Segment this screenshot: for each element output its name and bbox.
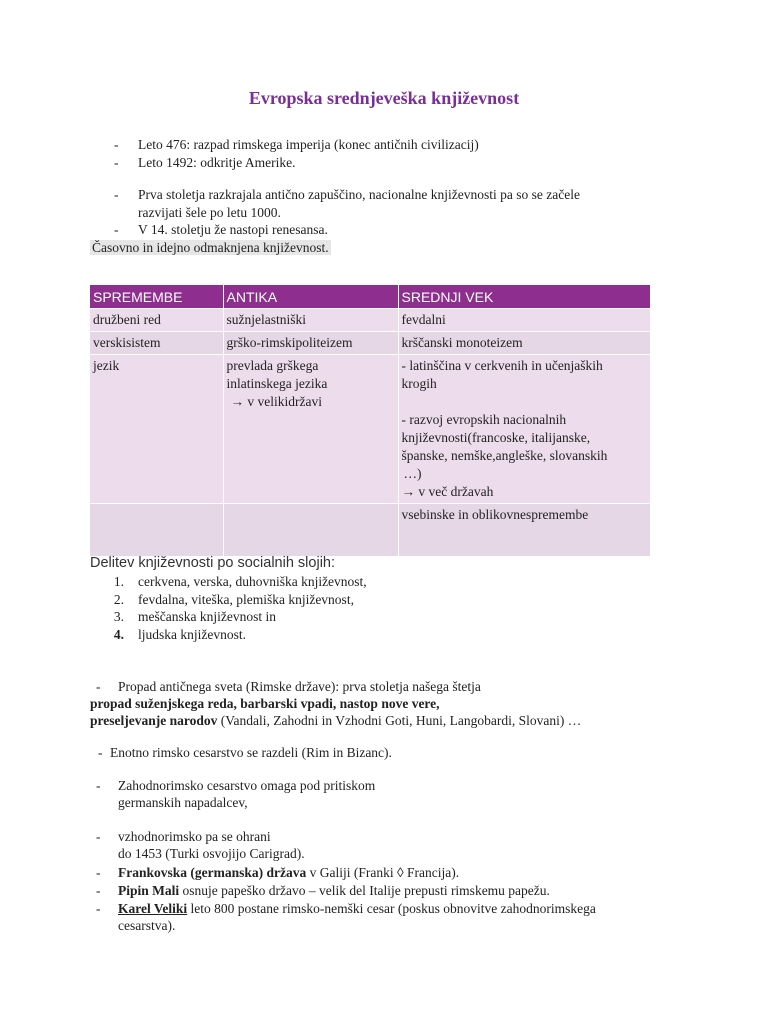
cell-line: …) — [403, 466, 422, 481]
bullet-dash: - — [114, 222, 119, 237]
bullet-dash: - — [96, 778, 101, 793]
table-cell — [223, 504, 398, 556]
table-cell — [398, 355, 650, 504]
table-cell: verskisistem — [90, 332, 223, 355]
list-item: cerkvena, verska, duhovniška književnost, — [138, 574, 367, 589]
history-line — [90, 713, 581, 729]
table-cell: družbeni red — [90, 309, 223, 332]
history-line: vzhodnorimsko pa se ohrani — [118, 829, 271, 844]
bullet-dash: - — [96, 829, 101, 844]
cell-line — [402, 393, 647, 411]
cell-line: → v velikidržavi — [230, 394, 322, 409]
history-text: (Vandali, Zahodni in Vzhodni Goti, Huni, Langobardi, Slovani) … — [217, 713, 582, 728]
cell-line: - latinščina v cerkvenih in učenjaških — [401, 358, 603, 373]
highlight-line: Časovno in idejno odmaknjena književnost. — [92, 240, 329, 255]
table-cell: fevdalni — [398, 309, 650, 332]
intro-bullet: Leto 476: razpad rimskega imperija (konec antičnih civilizacij) — [138, 137, 479, 152]
list-item: ljudska književnost. — [138, 627, 246, 642]
list-number: 3. — [113, 609, 124, 624]
history-line: Enotno rimsko cesarstvo se razdeli (Rim in Bizanc). — [110, 745, 392, 760]
bold-text: Pipin Mali — [118, 883, 180, 898]
intro-bullet: Prva stoletja razkrajala antično zapuščino, nacionalne književnosti pa so se začele — [138, 187, 580, 202]
list-item: fevdalna, viteška, plemiška književnost, — [138, 592, 354, 607]
bullet-dash: - — [96, 883, 101, 898]
bold-text: preseljevanje narodov — [90, 713, 218, 728]
table-row — [90, 504, 650, 556]
bullet-dash: - — [114, 187, 119, 202]
history-line: do 1453 (Turki osvojijo Carigrad). — [118, 846, 305, 861]
history-line — [118, 865, 459, 881]
intro-bullet: Leto 1492: odkritje Amerike. — [138, 155, 296, 170]
table-header-cell: SREDNJI VEK — [398, 285, 650, 309]
list-number: 4. — [113, 627, 124, 642]
document-title: Evropska srednjeveška književnost — [248, 88, 520, 108]
comparison-table — [90, 285, 651, 556]
history-line: Zahodnorimsko cesarstvo omaga pod pritiskom — [118, 778, 376, 793]
table-cell: grško-rimskipoliteizem — [223, 332, 398, 355]
bullet-dash: - — [96, 865, 101, 880]
intro-bullet: V 14. stoletju že nastopi renesansa. — [138, 222, 328, 237]
history-line: germanskih napadalcev, — [118, 795, 248, 810]
bullet-dash: - — [114, 155, 119, 170]
history-line — [118, 901, 596, 917]
cell-line: → v več državah — [401, 484, 494, 499]
cell-line: španske, nemške,angleške, slovanskih — [401, 448, 608, 463]
table-header-cell: ANTIKA — [223, 285, 398, 309]
history-text: leto 800 postane rimsko-nemški cesar (poskus obnovitve zahodnorimskega — [187, 901, 596, 916]
cell-line: inlatinskega jezika — [226, 376, 328, 391]
list-number: 2. — [113, 592, 124, 607]
history-text: osnuje papeško državo – velik del Italije prepusti rimskemu papežu. — [179, 883, 550, 898]
table-cell — [90, 504, 223, 556]
history-line-bold: propad suženjskega reda, barbarski vpadi, nastop nove vere, — [90, 696, 440, 711]
bullet-dash: - — [96, 679, 101, 694]
table-cell — [223, 355, 398, 504]
table-cell: krščanski monoteizem — [398, 332, 650, 355]
table-header-row — [90, 285, 650, 309]
bold-text: Frankovska (germanska) država — [118, 865, 307, 880]
list-number: 1. — [113, 574, 124, 589]
bullet-dash: - — [96, 901, 101, 916]
intro-bullet-continued: razvijati šele po letu 1000. — [138, 205, 281, 220]
history-line: cesarstva). — [118, 918, 176, 933]
cell-line: književnosti(francoske, italijanske, — [401, 430, 591, 445]
bold-underlined-text: Karel Veliki — [118, 901, 188, 916]
table-row — [90, 309, 650, 332]
cell-line: - razvoj evropskih nacionalnih — [401, 412, 567, 427]
table-cell: jezik — [90, 355, 223, 504]
cell-line: prevlada grškega — [226, 358, 319, 373]
bullet-dash: - — [98, 745, 103, 760]
history-line — [118, 883, 550, 899]
table-row — [90, 332, 650, 355]
list-item: meščanska književnost in — [138, 609, 276, 624]
cell-line: krogih — [401, 376, 437, 391]
table-cell: sužnjelastniški — [223, 309, 398, 332]
table-header-cell: SPREMEMBE — [90, 285, 223, 309]
table-cell: vsebinske in oblikovnespremembe — [398, 504, 650, 556]
history-line: Propad antičnega sveta (Rimske države): prva stoletja našega štetja — [118, 679, 481, 694]
bullet-dash: - — [114, 137, 119, 152]
division-heading: Delitev književnosti po socialnih slojih: — [90, 555, 336, 571]
table-row — [90, 355, 650, 504]
history-text: v Galiji (Franki ◊ Francija). — [306, 865, 460, 880]
